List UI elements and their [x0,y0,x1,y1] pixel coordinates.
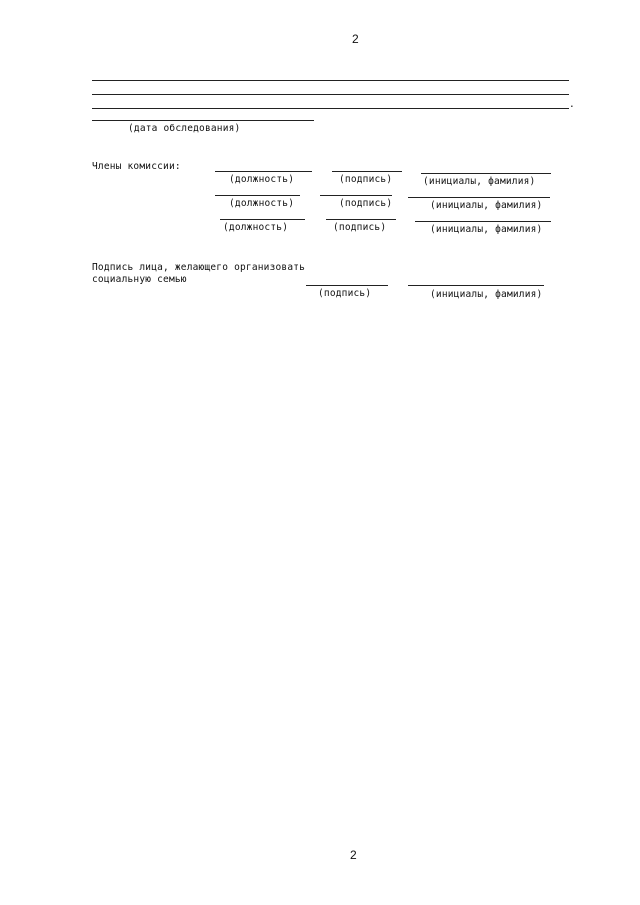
page-number-top: 2 [352,32,359,46]
applicant-signature-caption: (подпись) [318,288,372,299]
trailing-dot: . [569,99,575,110]
date-caption: (дата обследования) [128,123,241,134]
applicant-signature-line [306,285,388,286]
position-line [215,171,312,172]
applicant-name-caption: (инициалы, фамилия) [430,289,543,300]
signature-caption: (подпись) [333,222,387,233]
fill-line [92,80,569,81]
fill-line [92,94,569,95]
signature-caption: (подпись) [339,174,393,185]
position-caption: (должность) [229,198,295,209]
signature-caption: (подпись) [339,198,393,209]
name-line [415,221,551,222]
position-line [215,195,300,196]
page-number-bottom: 2 [350,848,357,862]
name-line [421,173,551,174]
signature-line [326,219,396,220]
position-caption: (должность) [229,174,295,185]
position-caption: (должность) [223,222,289,233]
applicant-label-line2: социальную семью [92,274,187,285]
applicant-label-line1: Подпись лица, желающего организовать [92,262,306,273]
name-caption: (инициалы, фамилия) [423,176,536,187]
position-line [220,219,305,220]
name-caption: (инициалы, фамилия) [430,224,543,235]
applicant-name-line [408,285,544,286]
commission-label: Члены комиссии: [92,161,181,172]
signature-line [320,195,392,196]
name-caption: (инициалы, фамилия) [430,200,543,211]
signature-line [332,171,402,172]
name-line [408,197,550,198]
date-line [92,120,314,121]
fill-line [92,108,569,109]
